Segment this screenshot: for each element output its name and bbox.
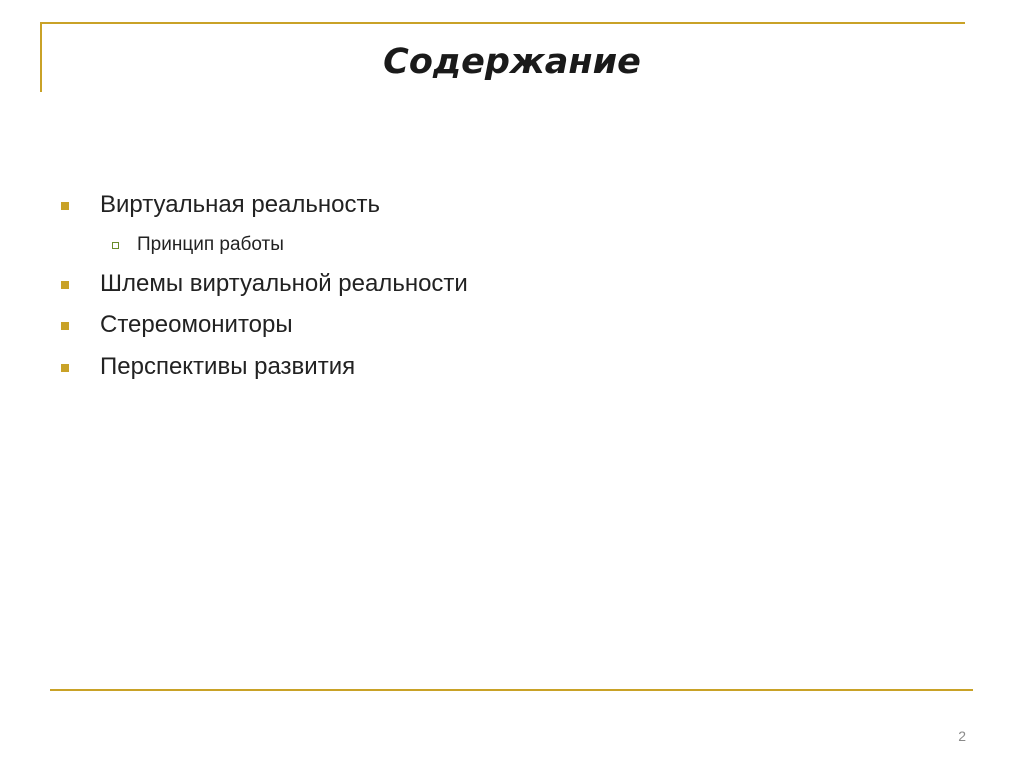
filled-square-bullet-icon (61, 364, 69, 372)
slide-title: Содержание (383, 42, 641, 82)
list-subitem-text: Принцип работы (137, 234, 284, 255)
list-item (100, 353, 355, 381)
filled-square-bullet-icon (61, 202, 69, 210)
list-item-text: Перспективы развития (100, 353, 356, 380)
filled-square-bullet-icon (61, 281, 69, 289)
page-number: 2 (958, 728, 966, 744)
bottom-divider-line (50, 689, 973, 691)
hollow-square-bullet-icon (112, 242, 119, 249)
list-item (100, 191, 380, 219)
list-item (100, 311, 293, 339)
filled-square-bullet-icon (61, 322, 69, 330)
list-item-text: Виртуальная реальность (100, 191, 380, 218)
list-subitem (137, 234, 284, 256)
list-item-text: Стереомониторы (100, 311, 293, 338)
list-item (100, 270, 468, 298)
list-item-text: Шлемы виртуальной реальности (100, 270, 468, 297)
